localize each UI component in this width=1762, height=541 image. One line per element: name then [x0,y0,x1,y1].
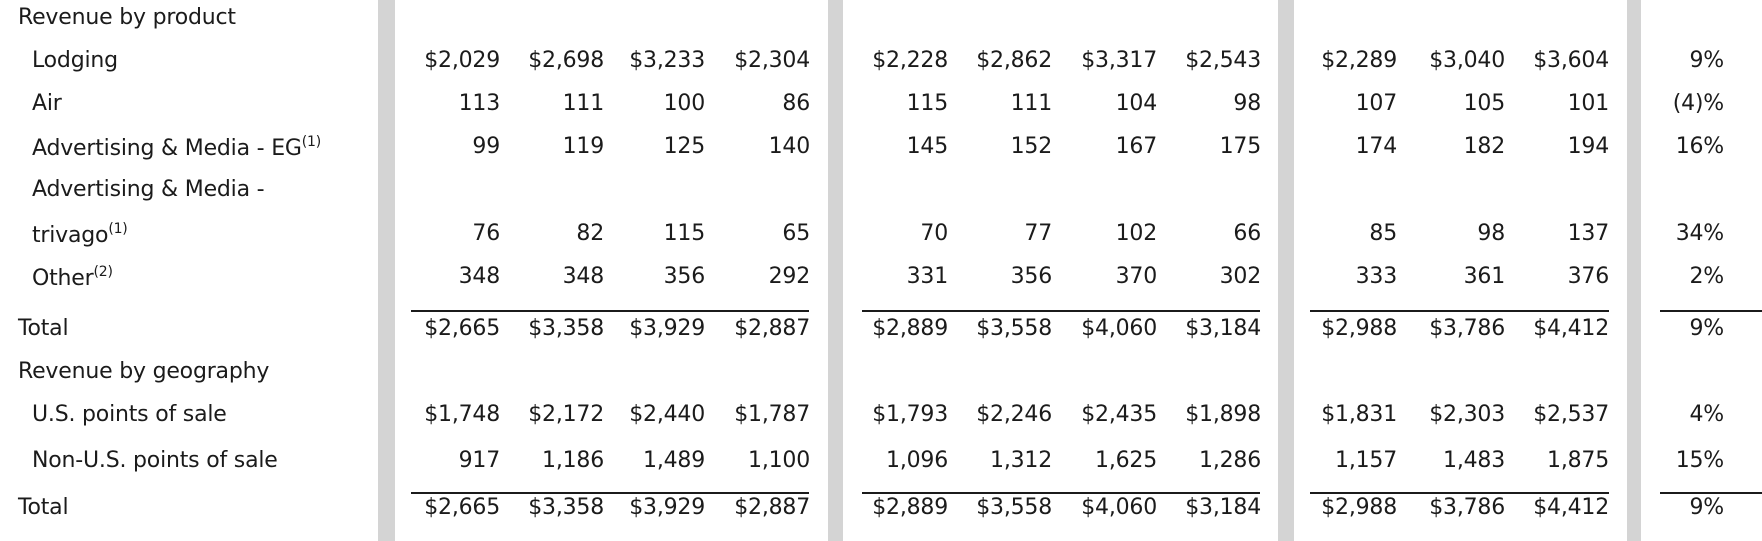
value-cell: $2,862 [976,48,1052,73]
row-label-text: U.S. points of sale [32,402,227,427]
value-cell: $2,543 [1185,48,1261,73]
value-cell: $3,184 [1185,316,1261,341]
value-cell: 1,100 [748,448,810,473]
total-rule [862,492,1260,494]
row-label [18,495,68,520]
table-row-rev-by-product [0,5,1762,45]
value-cell: $3,558 [976,316,1052,341]
value-cell: $2,665 [424,316,500,341]
value-cell: $2,698 [528,48,604,73]
growth-cell: 15% [1675,448,1724,473]
value-cell: $3,184 [1185,495,1261,520]
value-cell: $2,887 [734,495,810,520]
total-rule [862,310,1260,312]
growth-cell: 9% [1689,495,1724,520]
value-cell: 115 [906,91,948,116]
value-cell: $3,358 [528,495,604,520]
value-cell: 302 [1219,264,1261,289]
total-rule [411,492,809,494]
value-cell: 292 [768,264,810,289]
table-row-air [0,91,1762,131]
growth-cell: 16% [1675,134,1724,159]
value-cell: $1,787 [734,402,810,427]
row-label [32,221,128,248]
table-row-rev-by-geo [0,359,1762,399]
table-row-other [0,264,1762,304]
value-cell: $2,887 [734,316,810,341]
growth-cell: 2% [1689,264,1724,289]
value-cell: 1,096 [886,448,948,473]
value-cell: 1,286 [1199,448,1261,473]
row-label-text: Advertising & Media - EG [32,136,302,161]
table-row-non-us-pos [0,448,1762,488]
value-cell: 137 [1567,221,1609,246]
value-cell: $3,040 [1429,48,1505,73]
value-cell: 98 [1233,91,1261,116]
growth-cell: 9% [1689,316,1724,341]
table-row-adv-trivago [0,221,1762,261]
value-cell: $2,029 [424,48,500,73]
row-label [32,264,113,291]
value-cell: $3,929 [629,316,705,341]
value-cell: 1,312 [990,448,1052,473]
total-rule [411,310,809,312]
value-cell: $2,289 [1321,48,1397,73]
value-cell: 125 [663,134,705,159]
value-cell: 82 [576,221,604,246]
value-cell: 107 [1355,91,1397,116]
value-cell: 1,625 [1095,448,1157,473]
total-rule [1310,492,1609,494]
value-cell: $2,665 [424,495,500,520]
value-cell: 1,157 [1335,448,1397,473]
value-cell: 76 [472,221,500,246]
value-cell: $3,558 [976,495,1052,520]
value-cell: $2,172 [528,402,604,427]
value-cell: 85 [1369,221,1397,246]
value-cell: $2,303 [1429,402,1505,427]
value-cell: $2,304 [734,48,810,73]
value-cell: $1,793 [872,402,948,427]
value-cell: $4,412 [1533,316,1609,341]
value-cell: $3,233 [629,48,705,73]
growth-cell: 9% [1689,48,1724,73]
value-cell: 100 [663,91,705,116]
value-cell: $2,537 [1533,402,1609,427]
value-cell: 119 [562,134,604,159]
value-cell: 356 [1010,264,1052,289]
value-cell: 70 [920,221,948,246]
value-cell: $4,060 [1081,495,1157,520]
value-cell: 348 [562,264,604,289]
footnote-marker: (1) [108,221,128,237]
value-cell: $1,831 [1321,402,1397,427]
value-cell: 167 [1115,134,1157,159]
row-label [32,48,118,73]
table-row-total-product [0,316,1762,356]
row-label-text: Non-U.S. points of sale [32,448,278,473]
value-cell: $3,786 [1429,495,1505,520]
value-cell: 356 [663,264,705,289]
row-label-text: trivago [32,223,109,248]
value-cell: $2,246 [976,402,1052,427]
value-cell: 111 [1010,91,1052,116]
row-label-text: Total [18,495,69,520]
row-label [18,359,269,384]
growth-cell: 34% [1675,221,1724,246]
value-cell: $2,440 [629,402,705,427]
value-cell: 105 [1463,91,1505,116]
value-cell: $3,317 [1081,48,1157,73]
value-cell: 115 [663,221,705,246]
value-cell: 1,186 [542,448,604,473]
total-rule [1660,492,1762,494]
value-cell: 113 [458,91,500,116]
growth-cell: 4% [1689,402,1724,427]
value-cell: 370 [1115,264,1157,289]
value-cell: 174 [1355,134,1397,159]
value-cell: $2,988 [1321,316,1397,341]
table-row-lodging [0,48,1762,88]
value-cell: 98 [1477,221,1505,246]
value-cell: 376 [1567,264,1609,289]
row-label [18,5,236,30]
value-cell: $2,889 [872,495,948,520]
value-cell: 152 [1010,134,1052,159]
value-cell: 111 [562,91,604,116]
growth-cell: (4)% [1672,91,1724,116]
value-cell: 101 [1567,91,1609,116]
total-rule [1660,310,1762,312]
value-cell: 194 [1567,134,1609,159]
row-label-text: Total [18,316,69,341]
value-cell: $2,889 [872,316,948,341]
value-cell: 333 [1355,264,1397,289]
row-label-text: Advertising & Media - [32,177,265,202]
value-cell: $3,358 [528,316,604,341]
table-row-adv-eg [0,134,1762,174]
total-rule [1310,310,1609,312]
value-cell: 348 [458,264,500,289]
value-cell: 361 [1463,264,1505,289]
row-label [32,448,278,473]
value-cell: $2,435 [1081,402,1157,427]
row-label [32,91,62,116]
value-cell: 86 [782,91,810,116]
value-cell: $3,929 [629,495,705,520]
value-cell: $1,748 [424,402,500,427]
row-label-text: Air [32,91,62,116]
row-label [32,402,227,427]
value-cell: $3,604 [1533,48,1609,73]
value-cell: 140 [768,134,810,159]
row-label-text: Revenue by geography [18,359,270,384]
table-row-total-geo [0,495,1762,535]
footnote-marker: (2) [93,264,113,280]
row-label-text: Revenue by product [18,5,236,30]
value-cell: 1,489 [643,448,705,473]
value-cell: 66 [1233,221,1261,246]
value-cell: 99 [472,134,500,159]
row-label [32,134,321,161]
value-cell: 77 [1024,221,1052,246]
row-label-text: Other [32,266,94,291]
value-cell: 102 [1115,221,1157,246]
table-row-adv-trivago-line1 [0,177,1762,217]
value-cell: 1,483 [1443,448,1505,473]
value-cell: 1,875 [1547,448,1609,473]
value-cell: 331 [906,264,948,289]
value-cell: 65 [782,221,810,246]
table-row-us-pos [0,402,1762,442]
value-cell: $3,786 [1429,316,1505,341]
row-label [32,177,264,202]
value-cell: $1,898 [1185,402,1261,427]
value-cell: $2,228 [872,48,948,73]
value-cell: 182 [1463,134,1505,159]
row-label-text: Lodging [32,48,118,73]
value-cell: 917 [458,448,500,473]
row-label [18,316,68,341]
footnote-marker: (1) [301,134,321,150]
value-cell: $4,412 [1533,495,1609,520]
value-cell: $2,988 [1321,495,1397,520]
value-cell: 104 [1115,91,1157,116]
value-cell: 175 [1219,134,1261,159]
value-cell: 145 [906,134,948,159]
value-cell: $4,060 [1081,316,1157,341]
